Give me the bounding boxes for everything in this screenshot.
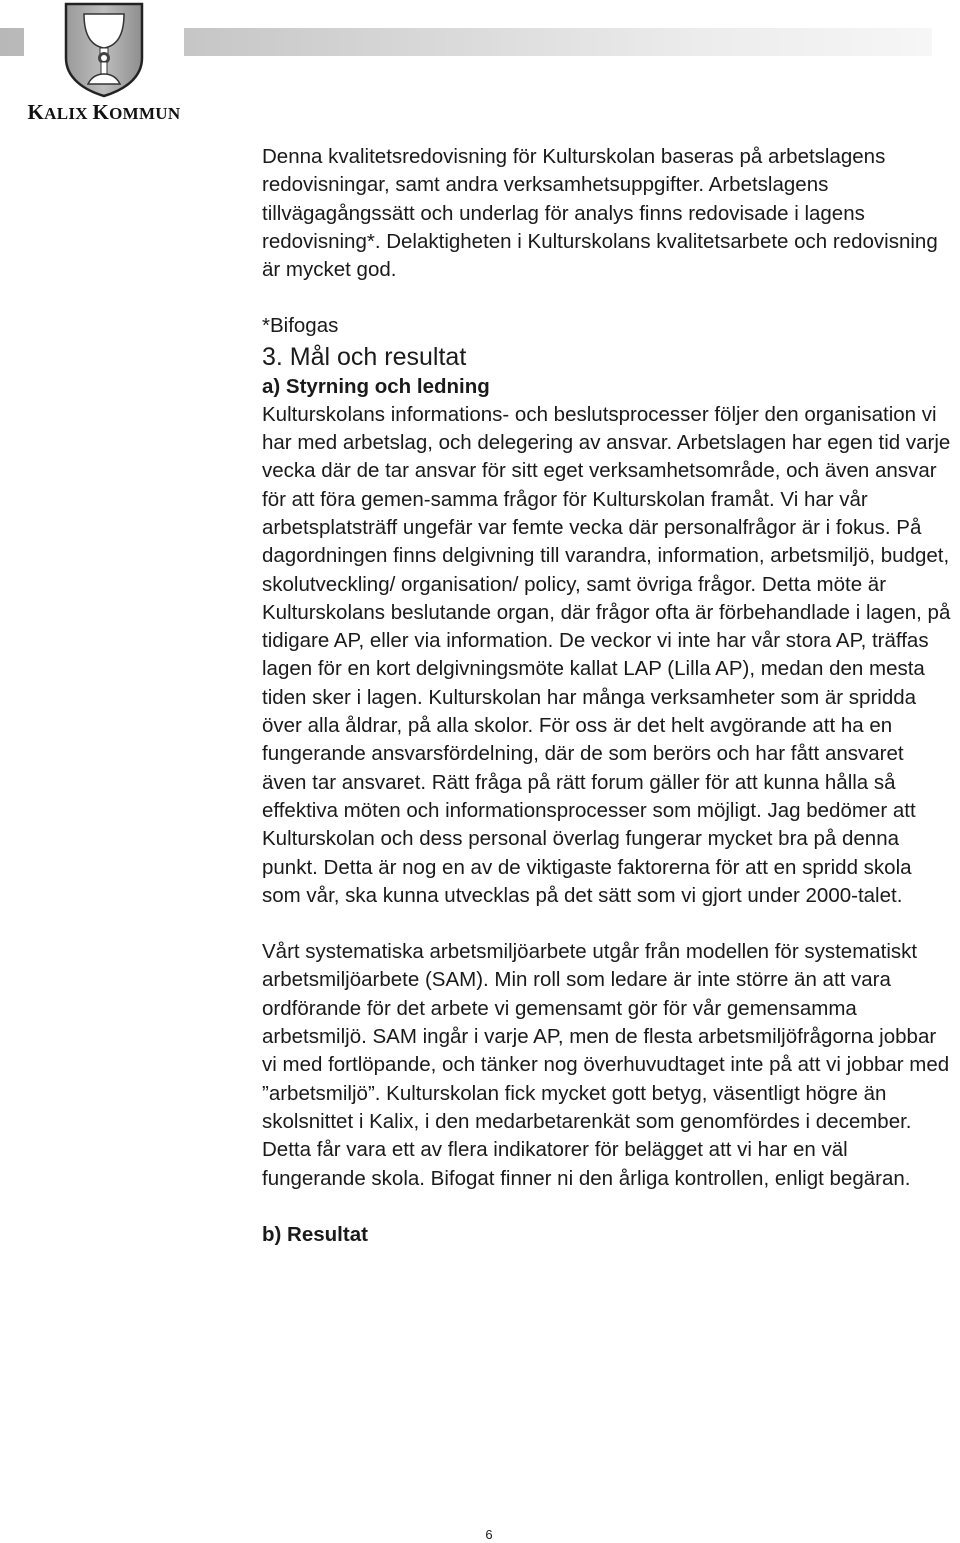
- subsection-heading-b: b) Resultat: [262, 1222, 368, 1246]
- spacer: [262, 910, 952, 938]
- paragraph-work-environment: Vårt systematiska arbetsmiljöarbete utgår från modellen för systematiskt arbetsmiljöarbete (SAM). Min roll som ledare är inte större än att vara ordförande för det arbete vi gemensamt gör för vår gemensamma arbetsmiljö. SAM ingår i varje AP, men de flesta arbetsmiljöfrågorna jobbar vi med fortlöpande, och tänker nog överhuvudtaget inte på att vi jobbar med ”arbetsmiljö”. Kulturskolan fick mycket gott betyg, väsentligt högre än skolsnittet i Kalix, i den medarbetarenkät som genomfördes i december. Detta får vara ett av flera indikatorer för belägget att vi har en väl fungerande skola. Bifogat finner ni den årliga kontrollen, enligt begäran.: [262, 940, 950, 1190]
- spacer: [262, 1193, 952, 1221]
- org-name: KALIX KOMMUN: [27, 100, 181, 124]
- footnote: *Bifogas: [262, 314, 339, 338]
- section-heading: 3. Mål och resultat: [262, 342, 467, 371]
- page-number: 6: [485, 1527, 493, 1542]
- spacer: [262, 284, 952, 312]
- document-body: [262, 143, 952, 1249]
- municipality-logo: [24, 0, 184, 124]
- subsection-heading-a: a) Styrning och ledning: [262, 374, 490, 398]
- chalice-crest-icon: [62, 2, 146, 98]
- paragraph-governance: Kulturskolans informations- och beslutsprocesser följer den organisation vi har med arbetslag, och delegering av ansvar. Arbetslagen har egen tid varje vecka där de tar ansvar för sitt eget verksamhetsområde, och även ansvar för att föra gemen-samma frågor för Kulturskolan framåt. Vi har vår arbetsplatsträff ungefär var femte vecka där personalfrågor är i fokus. På dagordningen finns delgivning till varandra, information, arbetsmiljö, budget, skolutveckling/ organisation/ policy, samt övriga frågor. Detta möte är Kulturskolans beslutande organ, där frågor ofta är förbehandlade i lagen, på tidigare AP, eller via information. De veckor vi inte har vår stora AP, träffas lagen för en kort delgivningsmöte kallat LAP (Lilla AP), medan den mesta tiden sker i lagen. Kulturskolan har många verksamheter som är spridda över alla åldrar, på alla skolor. För oss är det helt avgörande att ha en fungerande ansvarsfördelning, där de som berörs och har fått ansvaret även tar ansvaret. Rätt fråga på rätt forum gäller för att kunna hålla så effektiva möten och informationsprocesser som möjligt. Jag bedömer att Kulturskolan och dess personal överlag fungerar mycket bra på denna punkt. Detta är nog en av de viktigaste faktorerna för att en spridd skola som vår, ska kunna utvecklas på det sätt som vi gjort under 2000-talet.: [262, 402, 951, 907]
- intro-paragraph: Denna kvalitetsredovisning för Kulturskolan baseras på arbetslagens redovisningar, samt andra verksamhetsuppgifter. Arbetslagens tillvägagångssätt och underlag för analys finns redovisade i lagens redovisning*. Delaktigheten i Kulturskolans kvalitetsarbete och redovisning är mycket god.: [262, 145, 938, 282]
